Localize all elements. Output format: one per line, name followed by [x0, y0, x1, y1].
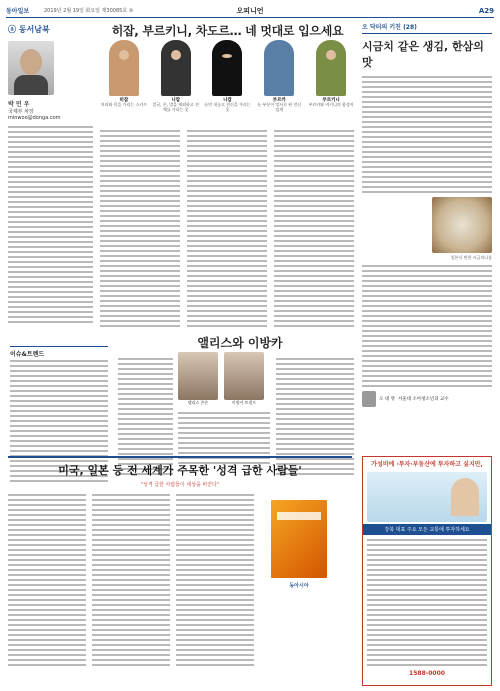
figure-burqa: [255, 40, 303, 126]
figure-niqab-a: [152, 40, 200, 126]
ad-subtitle: "성격 급한 사람들이 세상을 바꾼다": [140, 482, 220, 488]
sub-headline: 앨리스와 이방카: [197, 336, 283, 350]
ad-text-col2: [92, 494, 170, 669]
ad2-body: [367, 539, 487, 666]
book-cover: [271, 500, 327, 578]
masthead: [6, 4, 494, 18]
figure-name: 부르키니: [322, 98, 340, 103]
issue-trend-label: 이슈&트렌드: [10, 346, 108, 358]
figure-desc: 눈 부분이 망사로 된 전신 덮개: [257, 102, 302, 113]
book-advertisement: [8, 456, 352, 686]
ad2-headline: 가성비에 ·투자·부동산에 투자하고 싶지만,: [363, 457, 491, 470]
avatar: [362, 391, 376, 407]
figure-name: 히잡: [119, 98, 129, 103]
photo-alice: [178, 352, 218, 400]
ad2-band: 강북 대표 주요 모든 교통에 투자하세요: [363, 524, 491, 535]
photo-caption: 앨리스 존슨: [187, 400, 209, 405]
main-headline: 히잡, 부르키니, 차도르… 네 멋대로 입으세요: [111, 24, 344, 38]
sidebar-body: [362, 76, 492, 193]
sidebar-author-name: 오 대 영: [379, 397, 395, 402]
figure-name: 니캅: [223, 98, 232, 103]
figure-desc: 부르카와 비키니의 합성어: [308, 102, 354, 108]
author-photo: [8, 41, 54, 95]
figure-hijab: [100, 40, 148, 126]
article-body-col3: [274, 130, 354, 330]
column-author-box: [8, 24, 93, 326]
ad-text-col3: [176, 494, 254, 669]
sidebar-column: [362, 22, 492, 407]
sidebar-author-role: 서울대 소아청소년과 교수: [397, 397, 449, 402]
ad-title: 미국, 일본 등 전 세계가 주목한 '성격 급한 사람들': [58, 464, 302, 477]
photo-caption: 이방카 트럼프: [231, 400, 257, 405]
author-role: 국제부 차장: [8, 108, 34, 115]
figure-burkini: [307, 40, 355, 126]
author-name: 박 민 우: [8, 101, 30, 108]
sidebar-food-photo: [432, 197, 492, 253]
sidebar-author: [362, 391, 492, 407]
figure-desc: 얼굴, 손, 발을 제외하고 전체를 가리는 옷: [152, 102, 199, 113]
ad2-image: [367, 472, 487, 522]
ad-text-col1: [8, 494, 86, 669]
ad2-phone: 1588-0000: [409, 670, 445, 677]
sidebar-issue: (28): [403, 24, 417, 31]
newspaper-brand: 동아일보: [6, 8, 30, 15]
sidebar-photo-caption: 일본식 반찬 시금치나물: [450, 255, 492, 260]
article-body-col1: [100, 130, 180, 330]
byline: [8, 101, 93, 122]
issue-meta: 2019년 2월 19일 화요일 제30085호 ⑩: [44, 8, 134, 14]
figure-name: 부르카: [272, 98, 286, 103]
sub-article-photos: [178, 352, 264, 406]
author-email: minwoo@donga.com: [8, 115, 61, 122]
photo-ivanka: [224, 352, 264, 400]
ad-book-col: [260, 494, 338, 669]
sidebar-label-text: 오 닥터의 키친: [362, 24, 401, 31]
page-number: A29: [478, 6, 494, 15]
article-body-col2: [187, 130, 267, 330]
column-logo: ⓐ 동서남북: [8, 25, 50, 34]
sidebar-title: 시금치 같은 생김, 한삼의 맛: [362, 40, 484, 69]
figure-niqab-b: [204, 40, 252, 126]
garment-figures: [100, 40, 355, 126]
column-body-text: [8, 126, 93, 323]
real-estate-advertisement: [362, 456, 492, 686]
figure-desc: 눈만 내놓고 전신을 가리는 옷: [204, 102, 251, 113]
sidebar-body-2: [362, 265, 492, 387]
section-name: 오피니언: [236, 6, 264, 15]
figure-name: 니캅: [171, 98, 181, 103]
figure-desc: 머리와 목을 가리는 스카프: [100, 102, 148, 108]
ad-publisher: 동아시아: [289, 583, 309, 589]
sidebar-label: [362, 22, 492, 34]
